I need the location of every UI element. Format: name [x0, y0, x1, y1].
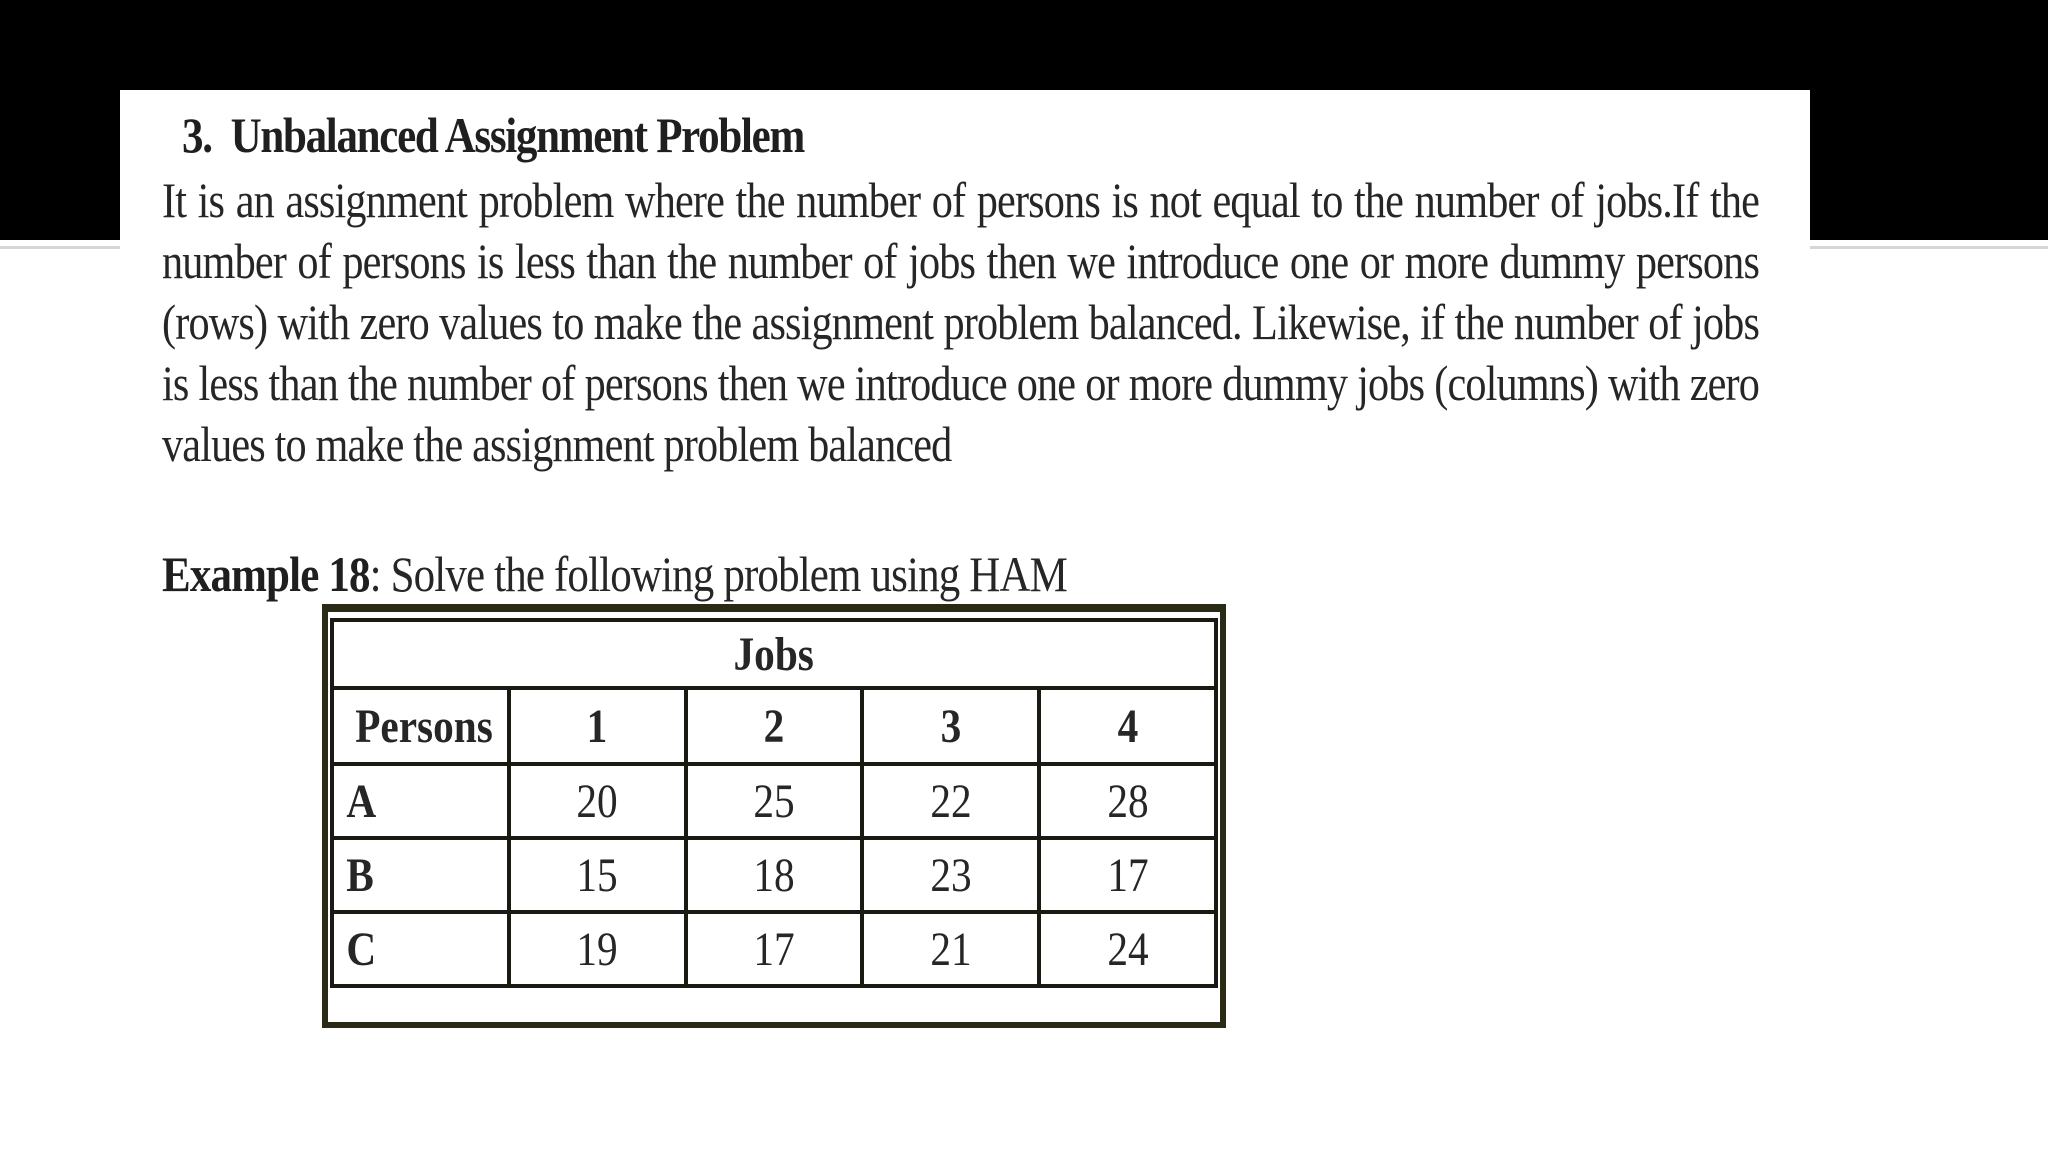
example-label: Example 18	[162, 546, 370, 602]
table-row	[332, 764, 1216, 838]
cost-cell: 23	[862, 838, 1039, 912]
persons-header: Persons	[332, 688, 509, 764]
person-label: A	[332, 764, 509, 838]
cost-cell: 20	[509, 764, 686, 838]
table-bottom-rule	[322, 1022, 1226, 1028]
cost-cell: 28	[1039, 764, 1216, 838]
job-column-header: 2	[686, 688, 863, 764]
cost-cell: 17	[1039, 838, 1216, 912]
cost-cell: 25	[686, 764, 863, 838]
person-label: B	[332, 838, 509, 912]
assignment-table-frame	[322, 604, 1226, 1024]
section-heading	[182, 106, 804, 164]
person-label: C	[332, 912, 509, 986]
cost-cell: 22	[862, 764, 1039, 838]
jobs-header: Jobs	[332, 620, 1216, 688]
cost-cell: 15	[509, 838, 686, 912]
job-column-header: 1	[509, 688, 686, 764]
table-column-header-row	[332, 688, 1216, 764]
table-group-header-row	[332, 620, 1216, 688]
assignment-cost-table	[330, 618, 1218, 988]
example-statement	[162, 545, 1067, 603]
table-row	[332, 838, 1216, 912]
cost-cell: 24	[1039, 912, 1216, 986]
job-column-header: 3	[862, 688, 1039, 764]
embedded-document-image	[120, 90, 1810, 1035]
cost-cell: 21	[862, 912, 1039, 986]
example-text: : Solve the following problem using HAM	[369, 546, 1068, 602]
slide-rule-right	[1810, 246, 2048, 249]
job-column-header: 4	[1039, 688, 1216, 764]
table-row	[332, 912, 1216, 986]
cost-cell: 17	[686, 912, 863, 986]
cost-cell: 19	[509, 912, 686, 986]
cost-cell: 18	[686, 838, 863, 912]
definition-paragraph: It is an assignment problem where the number of persons is not equal to the number of jobs.If the number of persons is less than the number of jobs then we introduce one or more dummy persons (rows) with zero values to make the assignment problem balanced. Likewise, if the number of jobs is less than the number of persons then we introduce one or more dummy jobs (columns) with zero values to make the assignment problem balanced	[162, 172, 1760, 472]
slide-rule-left	[0, 246, 120, 249]
section-number: 3.	[182, 107, 212, 163]
section-title: Unbalanced Assignment Problem	[230, 107, 805, 163]
